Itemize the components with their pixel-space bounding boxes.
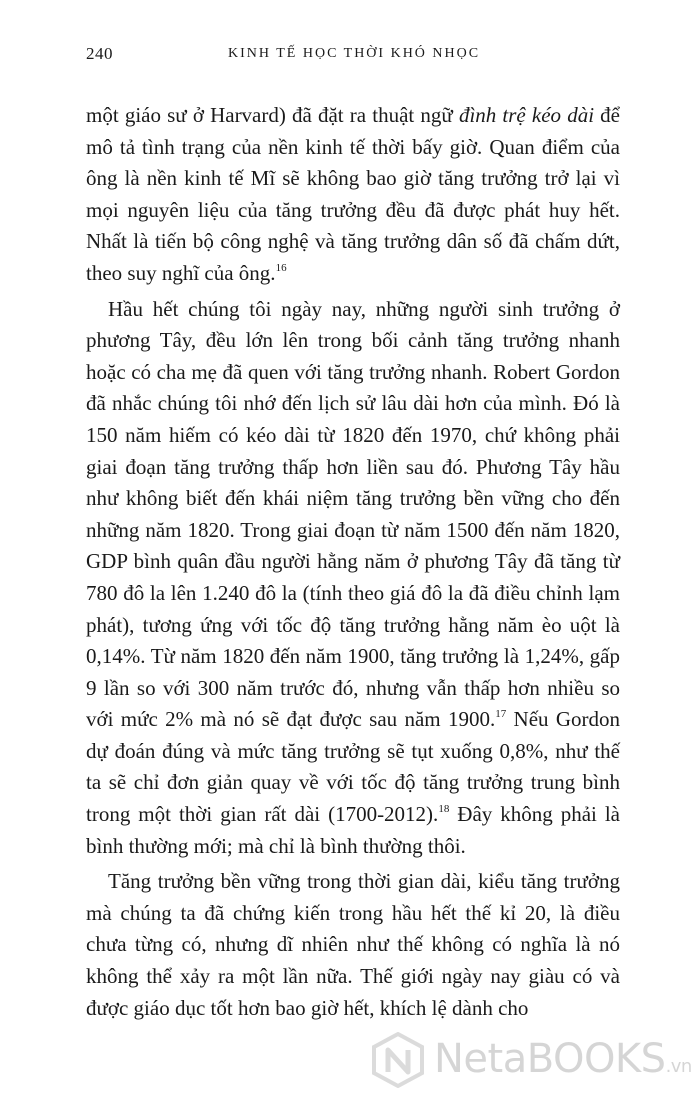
footnote-ref-17[interactable]: 17 <box>495 708 507 721</box>
paragraph-2-text-c: Đây không phải là bình thường mới; mà chỉ là bình thường thôi. <box>86 802 621 858</box>
n-logo-icon <box>370 1032 426 1088</box>
body-text <box>86 100 620 1024</box>
paragraph-2-text-b: Nếu Gordon dự đoán đúng và mức tăng trưởng sẽ tụt xuống 0,8%, như thế ta sẽ chỉ đơn giản quay về với tốc độ tăng trưởng trung bình trong một thời gian rất dài (1700-2012). <box>86 707 620 827</box>
page-number: 240 <box>86 44 113 63</box>
paragraph-1 <box>86 100 620 290</box>
paragraph-2 <box>86 294 620 863</box>
running-title: KINH TẾ HỌC THỜI KHÓ NHỌC <box>228 46 481 61</box>
paragraph-3 <box>86 866 620 1024</box>
footnote-ref-18[interactable]: 18 <box>438 803 450 816</box>
paragraph-1-text-c: để mô tả tình trạng của nền kinh tế thời bấy giờ. Quan điểm của ông là nền kinh tế Mĩ sẽ không bao giờ tăng trưởng trở lại vì mọi nguyên liệu của tăng trưởng đều đã được phát huy hết. Nhất là tiến bộ công nghệ và tăng trưởng dân số đã chấm dứt, theo suy nghĩ của ông. <box>86 103 621 285</box>
watermark-brand-name: NetaBOOKS <box>434 1036 666 1082</box>
paragraph-1-text-a: một giáo sư ở Harvard) đã đặt ra thuật ngữ <box>86 103 459 127</box>
paragraph-3-text-a: Tăng trưởng bền vững trong thời gian dài, kiểu tăng trưởng mà chúng ta đã chứng kiến trong hầu hết thế kỉ 20, là điều chưa từng có, nhưng dĩ nhiên như thế không có nghĩa là nó không thể xảy ra một lần nữa. Thế giới ngày nay giàu có và được giáo dục tốt hơn bao giờ hết, khích lệ dành cho <box>86 869 620 1020</box>
footnote-ref-16[interactable]: 16 <box>275 261 287 274</box>
paragraph-2-text-a: Hầu hết chúng tôi ngày nay, những người sinh trưởng ở phương Tây, đều lớn lên trong bối cảnh tăng trưởng nhanh hoặc có cha mẹ đã quen với tăng trưởng nhanh. Robert Gordon đã nhắc chúng tôi nhớ đến lịch sử lâu dài hơn của mình. Đó là 150 năm hiếm có kéo dài từ 1820 đến 1970, chứ không phải giai đoạn tăng trưởng thấp hơn liền sau đó. Phương Tây hầu như không biết đến khái niệm tăng trưởng bền vững cho đến những năm 1820. Trong giai đoạn từ năm 1500 đến năm 1820, GDP bình quân đầu người hằng năm ở phương Tây đã tăng từ 780 đô la lên 1.240 đô la (tính theo giá đô la đã điều chỉnh lạm phát), tương ứng với tốc độ tăng trưởng hằng năm èo uột là 0,14%. Từ năm 1820 đến năm 1900, tăng trưởng là 1,24%, gấp 9 lần so với 300 năm trước đó, nhưng vẫn thấp hơn nhiều so với mức 2% mà nó sẽ đạt được sau năm 1900. <box>86 296 620 732</box>
watermark-brand <box>434 1036 692 1082</box>
watermark <box>370 1028 700 1094</box>
watermark-suffix: .vn <box>665 1056 692 1077</box>
italic-term: đình trệ kéo dài <box>458 103 595 127</box>
page-header <box>86 44 614 74</box>
